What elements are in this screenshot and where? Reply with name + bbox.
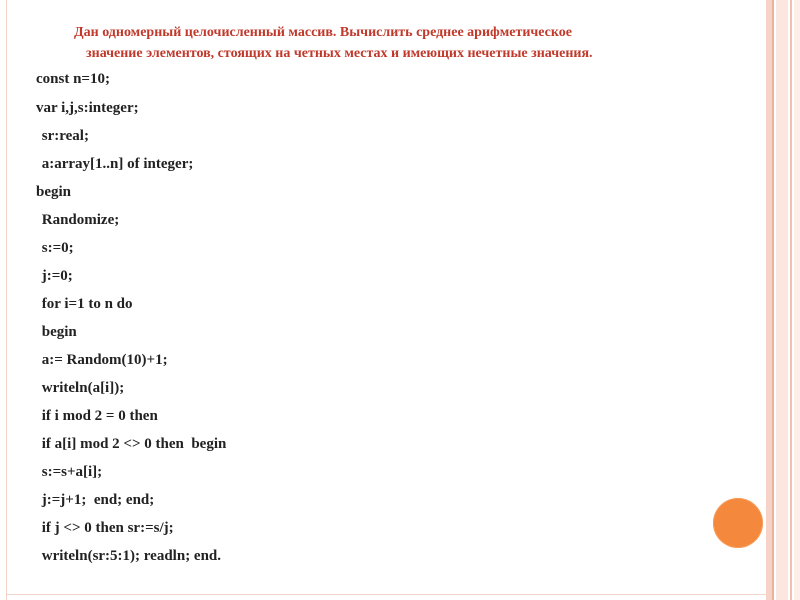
decorative-stripe: [772, 0, 774, 600]
code-line: for i=1 to n do: [38, 296, 133, 312]
code-line: const n=10;: [36, 71, 110, 87]
title-line-2: значение элементов, стоящих на четных местах и имеющих нечетные значения.: [86, 46, 593, 61]
decorative-stripe: [794, 0, 800, 600]
code-line: s:=0;: [38, 240, 74, 256]
code-line: writeln(a[i]);: [38, 380, 125, 396]
decorative-stripe: [776, 0, 788, 600]
code-line: s:=s+a[i];: [38, 464, 103, 480]
slide-frame-left: [6, 0, 7, 600]
slide-title: [60, 22, 760, 64]
code-line: if i mod 2 = 0 then: [38, 408, 158, 424]
code-line: j:=0;: [38, 268, 73, 284]
code-line: sr:real;: [38, 128, 89, 144]
title-line-1: Дан одномерный целочисленный массив. Вычислить среднее арифметическое: [74, 25, 572, 40]
code-line: var i,j,s:integer;: [36, 100, 139, 116]
code-line: j:=j+1; end; end;: [38, 492, 155, 508]
code-line: a:array[1..n] of integer;: [38, 156, 194, 172]
code-line: if a[i] mod 2 <> 0 then begin: [38, 436, 227, 452]
decorative-stripe: [790, 0, 792, 600]
code-line: if j <> 0 then sr:=s/j;: [38, 520, 174, 536]
code-line: a:= Random(10)+1;: [38, 352, 168, 368]
slide-frame-bottom: [6, 594, 766, 595]
code-line: Randomize;: [38, 212, 120, 228]
code-line: begin: [38, 324, 77, 340]
decorative-circle: [713, 498, 763, 548]
code-line: writeln(sr:5:1); readln; end.: [38, 548, 222, 564]
code-line: begin: [36, 184, 72, 200]
